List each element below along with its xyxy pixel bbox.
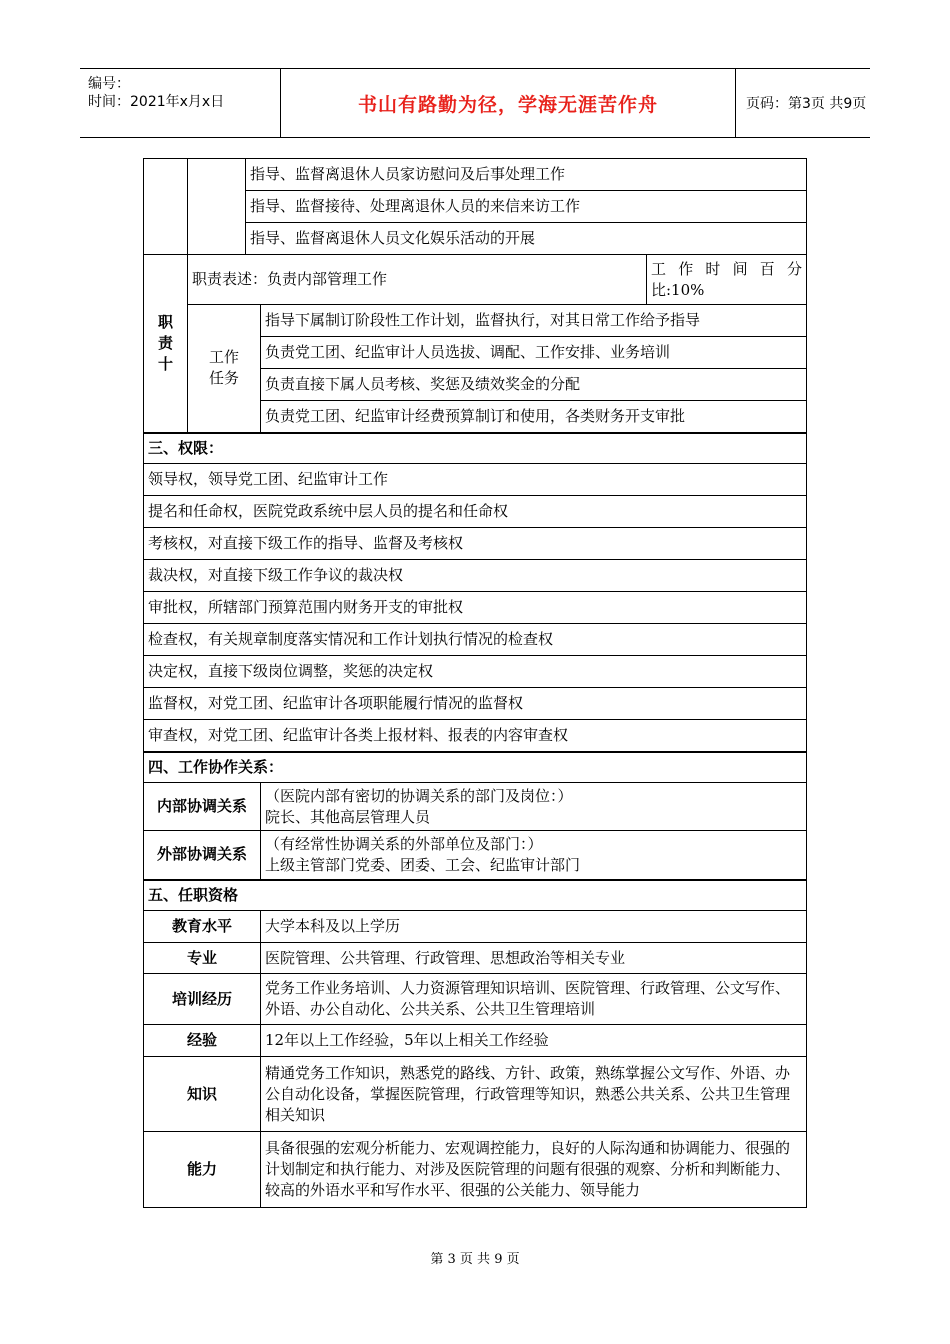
- internal-relations-value: [261, 783, 807, 831]
- qualification-label: 能力: [144, 1132, 261, 1208]
- authority-item: 领导权，领导党工团、纪监审计工作: [144, 464, 807, 496]
- qualification-row: [144, 1132, 807, 1208]
- internal-relations-label: 内部协调关系: [144, 783, 261, 831]
- authority-item: 检查权，有关规章制度落实情况和工作计划执行情况的检查权: [144, 624, 807, 656]
- job-description-table: [143, 158, 807, 1208]
- qualification-row: [144, 974, 807, 1025]
- qualification-value: 12年以上工作经验，5年以上相关工作经验: [261, 1025, 807, 1057]
- qualification-row: [144, 911, 807, 943]
- duty10-task-row: [144, 305, 807, 337]
- authority-item: 提名和任命权，医院党政系统中层人员的提名和任命权: [144, 496, 807, 528]
- prev-duty-row: [144, 159, 807, 191]
- qualification-row: [144, 1057, 807, 1132]
- duty10-task-item: 负责党工团、纪监审计人员选拔、调配、工作安排、业务培训: [261, 337, 807, 369]
- qualification-row: [144, 943, 807, 974]
- authority-item: 裁决权，对直接下级工作争议的裁决权: [144, 560, 807, 592]
- qualifications-title-row: [144, 880, 807, 911]
- external-relations-value: [261, 831, 807, 880]
- qualification-label: 经验: [144, 1025, 261, 1057]
- authority-item: 审批权，所辖部门预算范围内财务开支的审批权: [144, 592, 807, 624]
- authority-section-title: 三、权限：: [144, 433, 807, 464]
- authority-item: 决定权，直接下级岗位调整，奖惩的决定权: [144, 656, 807, 688]
- qualification-value: 精通党务工作知识，熟悉党的路线、方针、政策，熟练掌握公文写作、外语、办公自动化设备，掌握医院管理，行政管理等知识，熟悉公共关系、公共卫生管理相关知识: [261, 1057, 807, 1132]
- duty10-task-item: 指导下属制订阶段性工作计划，监督执行，对其日常工作给予指导: [261, 305, 807, 337]
- authority-item: 考核权，对直接下级工作的指导、监督及考核权: [144, 528, 807, 560]
- duty10-task-item: 负责党工团、纪监审计经费预算制订和使用，各类财务开支审批: [261, 401, 807, 433]
- qualification-value: 党务工作业务培训、人力资源管理知识培训、医院管理、行政管理、公文写作、外语、办公自动化、公共关系、公共卫生管理培训: [261, 974, 807, 1025]
- duty10-statement: 职责表述：负责内部管理工作: [188, 255, 647, 305]
- qualifications-section-title: 五、任职资格: [144, 880, 807, 911]
- qualification-label: 专业: [144, 943, 261, 974]
- authority-item: 审查权，对党工团、纪监审计各类上报材料、报表的内容审查权: [144, 720, 807, 752]
- external-relations-row: [144, 831, 807, 880]
- authority-item: 监督权，对党工团、纪监审计各项职能履行情况的监督权: [144, 688, 807, 720]
- prev-duty-label-cell: [144, 159, 188, 255]
- external-relations-note: （有经常性协调关系的外部单位及部门：）: [265, 834, 543, 853]
- prev-duty-task-cell: [188, 159, 246, 255]
- prev-duty-item: 指导、监督接待、处理离退休人员的来信来访工作: [246, 191, 807, 223]
- qualification-label: 培训经历: [144, 974, 261, 1025]
- authority-title-row: [144, 433, 807, 464]
- duty10-task-item: 负责直接下属人员考核、奖惩及绩效奖金的分配: [261, 369, 807, 401]
- qualification-value: 具备很强的宏观分析能力、宏观调控能力，良好的人际沟通和协调能力、很强的计划制定和执行能力、对涉及医院管理的问题有很强的观察、分析和判断能力、较高的外语水平和写作水平、很强的公关能力、领导能力: [261, 1132, 807, 1208]
- relations-title-row: [144, 752, 807, 783]
- document-number-label: 编号：: [88, 76, 130, 92]
- internal-relations-text: 院长、其他高层管理人员: [265, 807, 431, 826]
- qualification-row: [144, 1025, 807, 1057]
- prev-duty-item: 指导、监督离退休人员家访慰问及后事处理工作: [246, 159, 807, 191]
- relations-section-title: 四、工作协作关系：: [144, 752, 807, 783]
- external-relations-text: 上级主管部门党委、团委、工会、纪监审计部门: [265, 855, 581, 874]
- header-meta: [80, 69, 280, 137]
- header-motto: 书山有路勤为径，学海无涯苦作舟: [357, 93, 658, 116]
- qualification-value: 大学本科及以上学历: [261, 911, 807, 943]
- internal-relations-note: （医院内部有密切的协调关系的部门及岗位：）: [265, 786, 573, 805]
- internal-relations-row: [144, 783, 807, 831]
- header-motto-cell: [280, 69, 736, 137]
- external-relations-label: 外部协调关系: [144, 831, 261, 880]
- duty10-time-percent: 工 作 时 间 百 分 比:10%: [647, 255, 807, 305]
- duty10-task-label: 工作 任务: [188, 305, 261, 433]
- document-time-label: 时间：2021年x月x日: [88, 94, 225, 110]
- qualification-value: 医院管理、公共管理、行政管理、思想政治等相关专业: [261, 943, 807, 974]
- duty10-label: 职 责 十: [144, 255, 188, 433]
- duty10-statement-row: [144, 255, 807, 305]
- prev-duty-item: 指导、监督离退休人员文化娱乐活动的开展: [246, 223, 807, 255]
- qualification-label: 知识: [144, 1057, 261, 1132]
- page-header: [80, 68, 870, 138]
- qualification-label: 教育水平: [144, 911, 261, 943]
- header-page-cell: [736, 69, 870, 137]
- header-page-number: 页码：第3页 共9页: [746, 96, 867, 112]
- page-footer: 第 3 页 共 9 页: [430, 1252, 520, 1267]
